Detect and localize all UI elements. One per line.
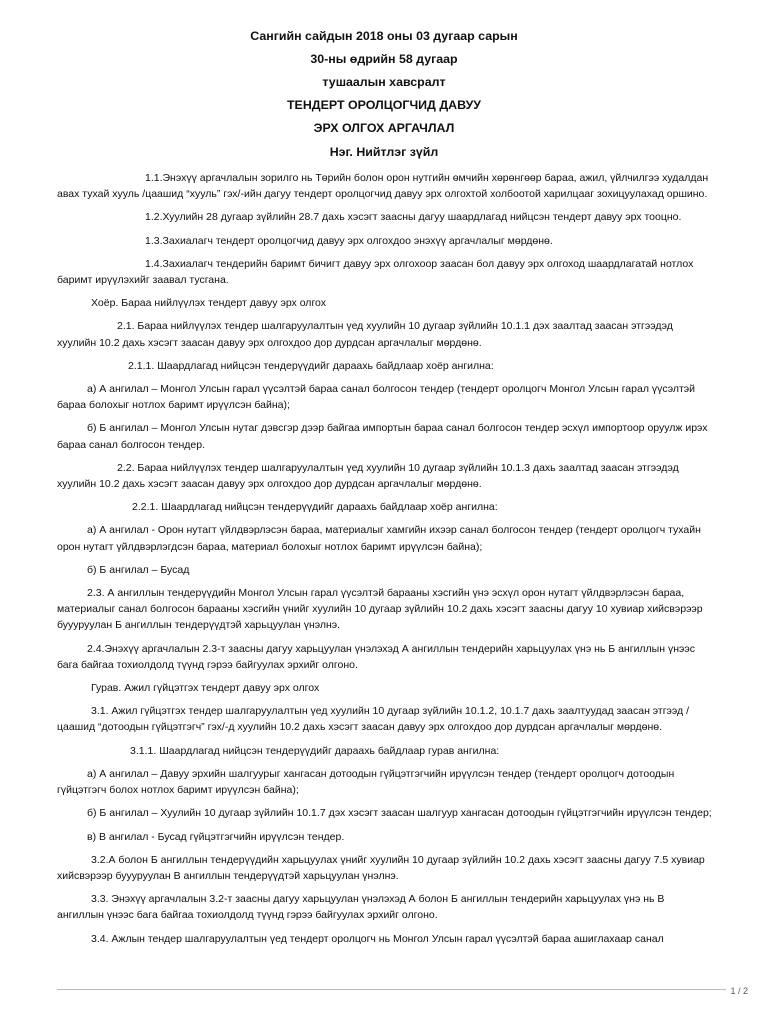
footer-divider (57, 989, 748, 990)
order-reference-line-2: 30-ны өдрийн 58 дугаар (310, 52, 458, 66)
paragraph-3-3: 3.3. Энэхүү аргачлалын 3.2-т заасны дагуу харьцуулан үнэлэхэд А болон Б ангиллын тендерийн харьцуулах үнэ нь В ангиллын үнээс бага байгаа тохиолдолд түүнд гэрээ байгуулах эрхийг олгоно. (57, 893, 665, 922)
paragraph-1-2: 1.2.Хуулийн 28 дугаар зүйлийн 28.7 дахь хэсэгт заасны дагуу шаардлагад нийцсэн тендерт давуу эрх тооцно. (145, 211, 682, 224)
document-header (0, 29, 768, 168)
document-title-line-2: ЭРХ ОЛГОХ АРГАЧЛАЛ (313, 121, 455, 135)
page-number: 1 / 2 (726, 986, 748, 996)
paragraph-3-1: 3.1. Ажил гүйцэтгэх тендер шалгаруулалтын үед хуулийн 10 дугаар зүйлийн 10.1.2, 10.1.7 дахь заалтуудад заасан этгээд /цаашид “дотоодын гүйцэтгэгч” гэх/-д хуулийн 10.2 дахь хэсэгт заасан давуу эрх олгохдоо дор дурдсан аргачлалыг мөрдөнө. (57, 705, 690, 734)
paragraph-1-4: 1.4.Захиалагч тендерийн баримт бичигт давуу эрх олгохоор заасан бол давуу эрх олгоход шаардлагатай нотлох баримт ирүүлэхийг заавал тусгана. (57, 257, 694, 287)
document-body (57, 170, 713, 947)
paragraph-2-1-1: 2.1.1. Шаардлагад нийцсэн тендерүүдийг дараахь байдлаар хоёр ангилна: (128, 359, 494, 372)
paragraph-2-2-1-b: б) Б ангилал – Бусад (87, 563, 190, 576)
paragraph-3-1-1: 3.1.1. Шаардлагад нийцсэн тендерүүдийг дараахь байдлаар гурав ангилна: (130, 744, 500, 757)
paragraph-2-2: 2.2. Бараа нийлүүлэх тендер шалгаруулалтын үед хуулийн 10 дугаар зүйлийн 10.1.3 дахь заалтад заасан этгээдэд хуулийн 10.2 дахь хэсэгт заасан давуу эрх олгохдоо дор дурдсан аргачлалыг мөрдөнө. (57, 461, 679, 491)
paragraph-2-3: 2.3. А ангиллын тендерүүдийн Монгол Улсын гарал үүсэлтэй барааны хэсгийн үнэ эсхүл орон нутагт үйлдвэрлэсэн бараа, материалыг санал болгосон барааны хэсгийн үнийг хуулийн 10 дугаар зүйлийн 10.2 дахь хэсэгт заасны дагуу 10 хувиар хийсвэрээр буууруулан Б ангиллын тендерүүдтэй харьцуулан үнэлнэ. (57, 587, 703, 632)
section-heading-works: Гурав. Ажил гүйцэтгэх тендерт давуу эрх олгох (91, 682, 320, 695)
paragraph-3-1-1-c: в) В ангилал - Бусад гүйцэтгэгчийн ирүүлсэн тендер. (87, 830, 345, 843)
paragraph-3-1-1-a: а) А ангилал – Давуу эрхийн шалгуурыг хангасан дотоодын гүйцэтгэгчийн ирүүлсэн тендер (тендерт оролцогч дотоодын гүйцэтгэгч болох нотлох баримт ирүүлсэн байна); (57, 767, 675, 797)
order-reference-line-3: тушаалын хавсралт (322, 75, 446, 89)
section-heading-goods: Хоёр. Бараа нийлүүлэх тендерт давуу эрх олгох (91, 297, 327, 310)
paragraph-2-2-1-a: а) А ангилал - Орон нутагт үйлдвэрлэсэн бараа, материалыг хамгийн ихээр санал болгосон тендер (тендерт оролцогч тухайн орон нутагт үйлдвэрлэгдсэн бараа, материал болохыг нотлох баримт ирүүлсэн байна); (57, 524, 701, 553)
paragraph-1-1: 1.1.Энэхүү аргачлалын зорилго нь Төрийн болон орон нутгийн өмчийн хөрөнгөөр бараа, ажил, үйлчилгээ худалдан авах тухай хууль /цаашид “хууль” гэх/-ийн дагуу тендерт оролцогчид давуу эрх олгохтой холбоотой харилцааг зохицуулахад оршино. (57, 172, 709, 201)
paragraph-2-1: 2.1. Бараа нийлүүлэх тендер шалгаруулалтын үед хуулийн 10 дугаар зүйлийн 10.1.1 дэх заалтад заасан этгээдэд хуулийн 10.2 дахь хэсэгт заасан давуу эрх олгохдоо дор дурдсан аргачлалыг мөрдөнө. (57, 320, 673, 349)
paragraph-2-1-1-a: а) А ангилал – Монгол Улсын гарал үүсэлтэй бараа санал болгосон тендер (тендерт оролцогч Монгол Улсын гарал үүсэлтэй бараа болохыг нотлох баримт ирүүлсэн байна); (57, 383, 696, 412)
order-reference-line-1: Сангийн сайдын 2018 оны 03 дугаар сарын (250, 29, 518, 43)
paragraph-2-2-1: 2.2.1. Шаардлагад нийцсэн тендерүүдийг дараахь байдлаар хоёр ангилна: (132, 501, 498, 514)
paragraph-2-4: 2.4.Энэхүү аргачлалын 2.3-т заасны дагуу харьцуулан үнэлэхэд А ангиллын тендерийн харьцуулах үнэ нь Б ангиллын үнээс бага байгаа тохиолдолд түүнд гэрээ байгуулах эрхийг олгоно. (57, 642, 695, 671)
paragraph-1-3: 1.3.Захиалагч тендерт оролцогчид давуу эрх олгохдоо энэхүү аргачлалыг мөрдөнө. (145, 234, 553, 247)
paragraph-3-4: 3.4. Ажлын тендер шалгаруулалтын үед тендерт оролцогч нь Монгол Улсын гарал үүсэлтэй бараа ашиглахаар санал (91, 932, 664, 945)
document-title-line-1: ТЕНДЕРТ ОРОЛЦОГЧИД ДАВУУ (286, 98, 481, 112)
paragraph-3-2: 3.2.А болон Б ангиллын тендерүүдийн харьцуулах үнийг хуулийн 10 дугаар зүйлийн 10.2 дахь хэсэгт заасны дагуу 7.5 хувиар хийсвэрээр буууруулан В ангиллын тендерүүдтэй харьцуулан үнэлнэ. (57, 853, 705, 882)
paragraph-2-1-1-b: б) Б ангилал – Монгол Улсын нутаг дэвсгэр дээр байгаа импортын бараа санал болгосон тендер эсхүл импортоор оруулж ирэх бараа санал болгосон тендер. (57, 422, 708, 451)
section-heading-general: Нэг. Нийтлэг зүйл (329, 145, 439, 159)
paragraph-3-1-1-b: б) Б ангилал – Хуулийн 10 дугаар зүйлийн 10.1.7 дэх хэсэгт заасан шалгуур хангасан дотоодын гүйцэтгэгчийн ирүүлсэн тендер; (87, 807, 712, 820)
